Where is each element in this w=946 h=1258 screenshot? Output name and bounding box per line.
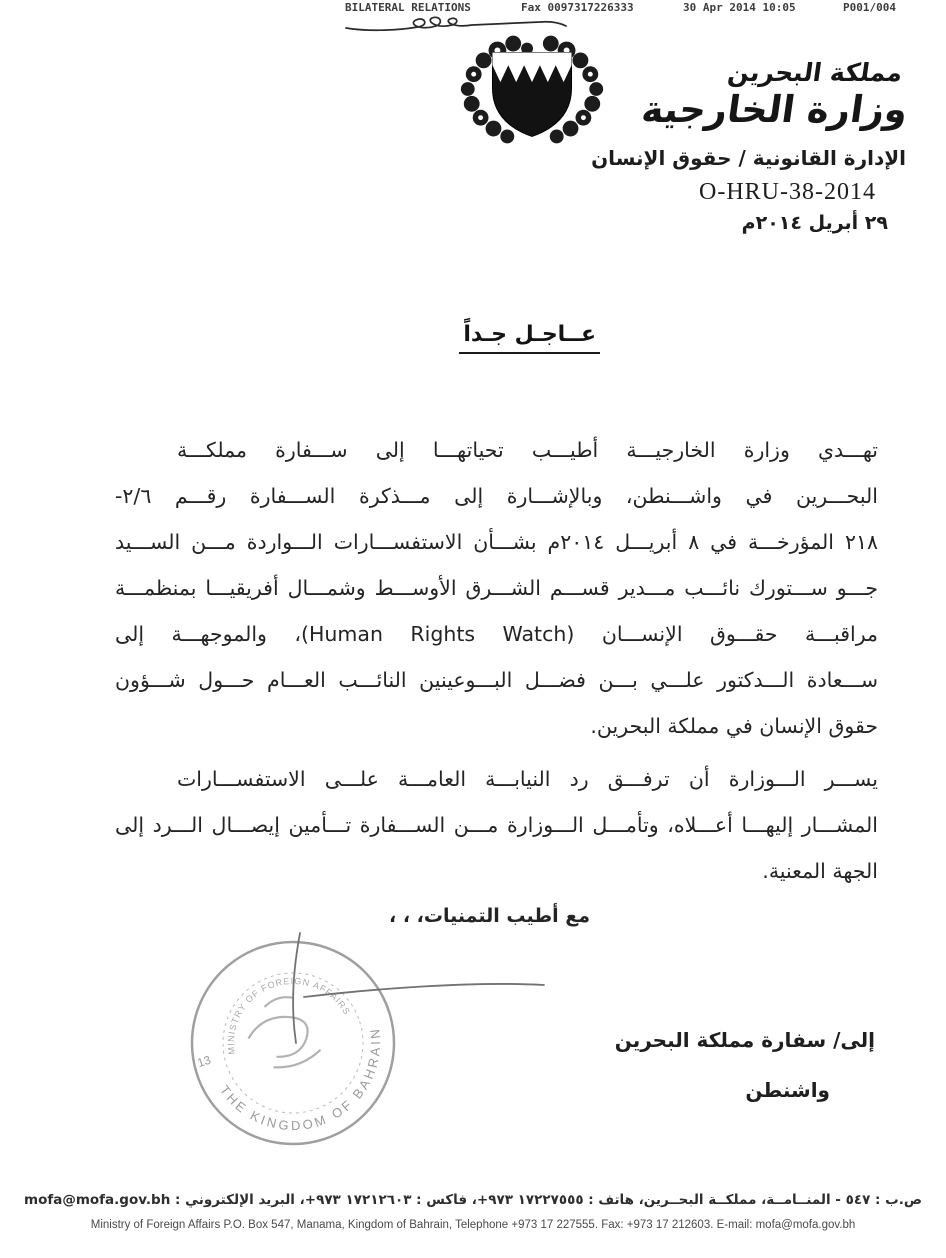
body-paragraph-1 — [115, 428, 878, 750]
ministry-name-calligraphy: وزارة الخارجية — [639, 88, 912, 131]
letter-date: ٢٩ أبريل ٢٠١٤م — [741, 212, 888, 234]
reference-number: O-HRU-38-2014 — [699, 179, 876, 205]
body-paragraph-2 — [115, 757, 878, 895]
kingdom-name-calligraphy: مملكة البحرين — [725, 58, 905, 87]
body-line: تهـــدي وزارة الخارجيـــة أطيـــب تحياتهـــا إلى ســـفارة مملكـــة — [177, 438, 878, 462]
body-line: ســـعادة الـــدكتور علـــي بـــن فضـــل البـــوعينين النائـــب العـــام حـــول شـــؤون — [115, 668, 878, 692]
recipient-block — [615, 1028, 875, 1102]
urgency-heading: عــاجـل جـداً — [459, 322, 600, 354]
footer-contact-english: Ministry of Foreign Affairs P.O. Box 547, Manama, Kingdom of Bahrain, Telephone +973 17 227555. Fax: +973 17 212603. E-mail: mofa@mofa.gov.bh — [90, 1219, 856, 1231]
closing-salutation: مع أطيب التمنيات، ، ، — [388, 905, 590, 927]
fax-header-number: Fax 0097317226333 — [521, 1, 634, 14]
stamp-number: 13 — [195, 1052, 213, 1071]
body-line: حقوق الإنسان في مملكة البحرين. — [590, 714, 878, 738]
recipient-city: واشنطن — [745, 1078, 830, 1102]
ministry-stamp — [172, 925, 572, 1150]
bahrain-coat-of-arms-icon — [448, 30, 616, 150]
stamp-outer-arc-text: THE KINGDOM OF BAHRAIN — [216, 1025, 384, 1134]
fax-header-datetime: 30 Apr 2014 10:05 — [683, 1, 796, 14]
body-line: الجهة المعنية. — [762, 859, 878, 883]
fax-header-department: BILATERAL RELATIONS — [345, 1, 471, 14]
stamp-inner-arc-text: MINISTRY OF FOREIGN AFFAIRS — [225, 975, 353, 1056]
body-line: ٢١٨ المؤرخـــة في ٨ أبريـــل ٢٠١٤م بشـــأن الاستفســـارات الـــواردة مـــن الســـيد — [115, 530, 879, 554]
body-line: يســـر الـــوزارة أن ترفـــق رد النيابـــة العامـــة علـــى الاستفســـارات — [177, 767, 878, 791]
footer-contact-arabic: ص.ب : ٥٤٧ - المنــامــة، مملكــة البحــرين، هاتف : ١٧٢٢٧٥٥٥ ٩٧٣+، فاكس : ١٧٢١٢٦٠٣ ٩٧٣+، البريد الإلكتروني : mofa@mofa.gov.bh — [24, 1192, 922, 1208]
body-line: المشـــار إليهـــا أعـــلاه، وتأمـــل الـــوزارة مـــن الســـفارة تـــأمين إيصـــال الـــرد إلى — [115, 813, 878, 837]
department-line: الإدارة القانونية / حقوق الإنسان — [591, 146, 906, 170]
fax-header-page-counter: P001/004 — [843, 1, 896, 14]
stamp-arabic-smudge — [239, 991, 322, 1076]
body-line: جـــو ســـتورك نائـــب مـــدير قســـم الشـــرق الأوســـط وشمـــال أفريقيـــا بمنظمـــة — [115, 576, 878, 600]
recipient-to-line: إلى/ سفارة مملكة البحرين — [614, 1028, 875, 1052]
body-line: مراقبـــة حقـــوق الإنســـان (Human Rights Watch)، والموجهـــة إلى — [115, 622, 878, 646]
svg-text:MINISTRY OF FOREIGN AFFAIRS — [209, 959, 354, 1057]
body-line: البحـــرين في واشـــنطن، وبالإشـــارة إلى مـــذكرة الســـفارة رقـــم ٢/٦- — [115, 484, 878, 508]
